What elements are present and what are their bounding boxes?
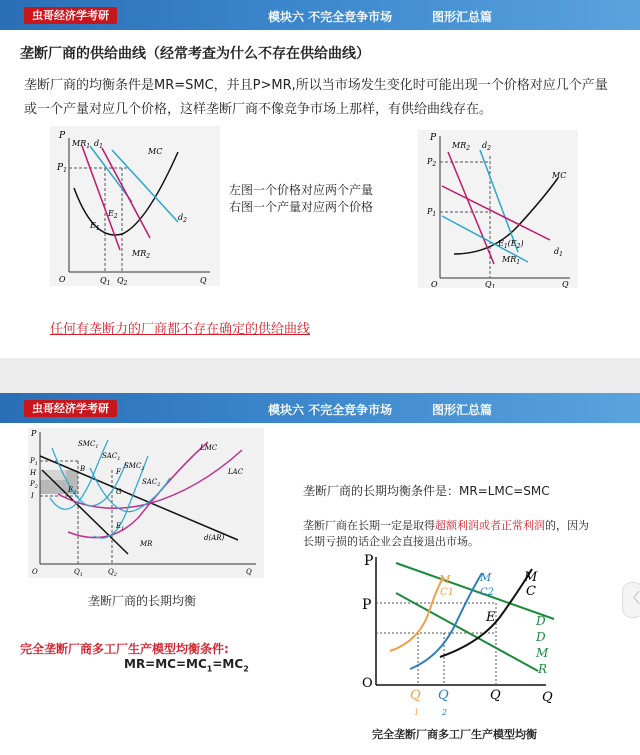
e1-label: $E_1$ [116,522,125,532]
dar-label: d(AR) [204,534,225,542]
brand-badge: 虫哥经济学考研 [24,400,117,417]
i-label: I [31,492,34,500]
q-axis-label: Q [542,690,553,705]
mc1-label-c: C1 [440,587,455,598]
mc1-label-m: M [439,573,451,586]
p2-label: $P_2$ [427,157,437,168]
e2-label: $E_2$ [108,209,118,220]
mc2-label-m: M [480,571,492,584]
p-axis-label: P [430,133,437,143]
origin-label: O [362,676,373,691]
mr-label-r: R [538,662,548,676]
mr-label-m: M [536,646,549,660]
sac2-label: $SAC_2$ [142,478,161,488]
profit-text-pre: 垄断厂商在长期一定是取得 [303,519,435,532]
mr-label: MR [140,540,153,548]
mc-label-c: C [526,584,536,599]
q-axis-label: Q [562,280,569,288]
profit-line-2: 长期亏损的话企业会直接退出市场。 [303,535,479,548]
p-label: P [362,597,372,613]
p-axis-label: P [31,429,37,438]
profit-highlight: 超额利润或者正常利润 [435,519,545,532]
header-section: 图形汇总篇 [432,10,493,24]
paragraph-line-2: 或一个产量对应几个价格，这样垄断厂商不像竞争市场上那样，有供给曲线存在。 [24,102,493,117]
header-module: 模块六 不完全竞争市场 [268,10,393,24]
note-line-2: 右图一个产量对应两个价格 [229,200,374,214]
multiplant-chart [360,553,560,721]
header-section: 图形汇总篇 [432,403,493,417]
mr1-label: $MR_1$ [72,139,91,150]
q1-label: $Q_1$ [74,568,83,578]
e2-label: $E_2$ [68,486,77,496]
q2-label: Q [438,688,449,703]
p1-label: $P_1$ [30,457,38,467]
origin-label: O [431,280,438,288]
side-scroll-handle[interactable]: 〈 [622,582,640,618]
q1-sub: 1 [414,708,420,717]
equilibrium-label: E [486,610,496,625]
profit-text-post: 的，因为 [545,519,589,532]
slide-header [0,393,640,423]
multiplant-title: 完全垄断厂商多工厂生产模型均衡条件: [20,642,229,656]
mr2-label: $MR_2$ [452,141,471,152]
brand-badge: 虫哥经济学考研 [24,7,117,24]
f-label: F [116,468,121,476]
multiplant-formula: $MR=MC=MC_1=MC_2$ [124,657,249,674]
q2-sub: 2 [442,708,448,717]
slide-header [0,0,640,30]
right-supply-chart [418,130,578,288]
mc-label: MC [552,171,567,180]
e1-label: $E_1$ [90,221,100,232]
q-axis-label: Q [200,276,207,285]
mc2-label-c: C2 [480,587,495,598]
left-supply-chart [50,126,220,286]
slide-long-run-equilibrium [0,393,640,755]
q1-label: $Q_1$ [100,276,111,286]
e-label: $E_1(E_2)$ [498,239,524,250]
origin-label: O [59,275,66,284]
origin-label: O [32,568,38,576]
mr2-label: $MR_2$ [132,249,151,260]
lac-label: LAC [228,468,244,476]
long-run-condition: 垄断厂商的长期均衡条件是：MR=LMC=SMC [303,484,550,498]
p-top-label: P [364,553,374,569]
long-run-caption: 垄断厂商的长期均衡 [88,594,197,608]
header-module: 模块六 不完全竞争市场 [268,403,393,417]
q-axis-label: Q [246,568,252,576]
p1-label: $P_1$ [57,163,67,174]
q-mid-label: Q [490,688,501,703]
p2-label: $P_2$ [30,480,38,490]
smc1-label: $SMC_1$ [78,440,99,450]
mc-label-m: M [524,570,538,585]
profit-explanation [303,518,589,550]
multiplant-caption: 完全垄断厂商多工厂生产模型均衡 [372,728,537,741]
p1-label: $P_1$ [427,207,437,218]
q1-label: Q [410,688,421,703]
d1-label: $d_1$ [554,247,563,258]
d2-label: $d_2$ [482,141,491,152]
q1-label: $Q_1$ [485,280,496,288]
smc2-label: $SMC_2$ [124,462,145,472]
slide-supply-curve [0,0,640,358]
d2-label: $d_2$ [178,213,187,224]
section-title: 垄断厂商的供给曲线（经常考查为什么不存在供给曲线） [20,46,370,62]
mr1-label: $MR_1$ [502,255,521,266]
note-line-1: 左图一个价格对应两个产量 [229,183,374,197]
chart-note [229,182,373,216]
lmc-label: LMC [200,444,218,452]
demand-label-d1: D [536,614,546,628]
p-axis-label: P [59,131,66,141]
mc-label: MC [148,147,163,156]
sac1-label: $SAC_1$ [102,452,121,462]
demand-label-d2: D [536,630,546,644]
paragraph-line-1: 垄断厂商的均衡条件是MR=SMC，并且P>MR,所以当市场发生变化时可能出现一个价格对应几个产量 [24,78,608,93]
b-label: B [80,465,86,473]
long-run-chart [28,428,264,578]
conclusion-text: 任何有垄断力的厂商都不存在确定的供给曲线 [50,322,311,337]
q2-label: $Q_2$ [117,276,128,286]
q2-label: $Q_2$ [108,568,117,578]
h-label: H [30,469,37,477]
g-label: G [116,488,122,496]
d1-label: $d_1$ [94,139,103,150]
